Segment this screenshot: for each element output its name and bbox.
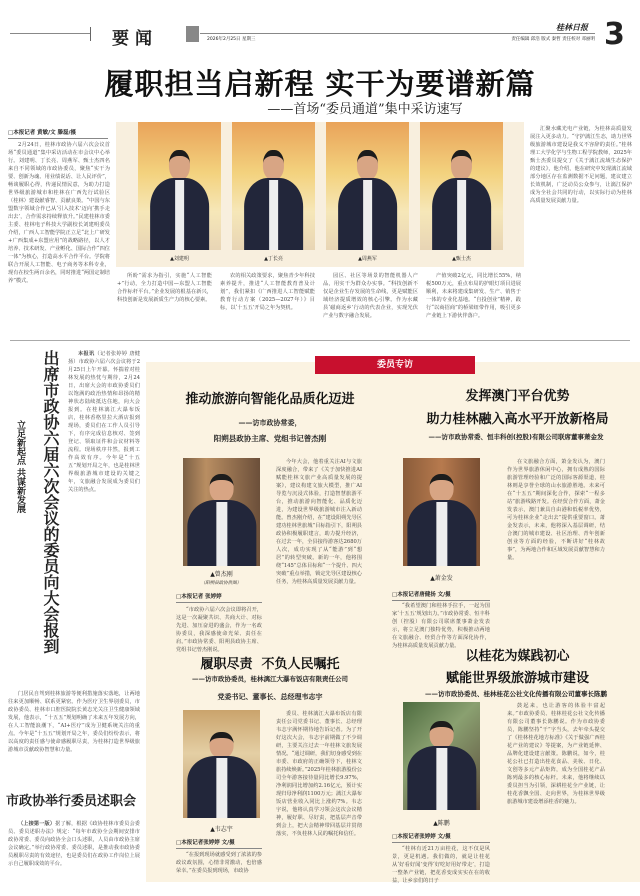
masthead-logo: 桂林日报: [556, 22, 588, 32]
meeting-body: [8, 820, 140, 884]
report-kicker: 立足新起点 共谋新发展: [15, 420, 25, 514]
article-4-title: 以桂花为媒践初心: [465, 649, 570, 664]
article-1-sub: ——访市政协常委，: [238, 419, 302, 427]
article-1-title: 推动旅游向智能化品质化迈进: [185, 392, 355, 407]
report-lead-label: 本报讯: [78, 351, 95, 357]
lead-byline: □本报记者 黄敏/文 滕磊/摄: [8, 128, 108, 139]
article-3-photo: [183, 710, 260, 818]
page-number: 3: [604, 17, 625, 52]
lead-photo: [420, 122, 503, 250]
lead-photo: [138, 122, 221, 250]
meeting-headline: 市政协举行委员述职会: [6, 794, 137, 809]
article-2-body-cont: 在文旅融合方面，萧金发认为，澳门作为世界旅游休闲中心，拥有成熟的国际旅游管理经验和广泛的国际客源渠道，桂林则是享誉全球的山水旅游胜地。未来可在“十五五”期间深化合作，探索“一程多站”旅游线路开发。在经贸合作方面，萧金发表示，澳门兼具自由港和低税率优势，可为桂林企业“走出去”提供重要窗口。萧金发表示，未来，他将深入基层调研，结合澳门的城市建设、社区治理、青年创新创业等方面的经验，不断讲好“桂林故事”，为两地合作和区域发展贡献智慧和力量。: [507, 459, 605, 561]
article-4-body-cont: 鼓起来，也让游客的体验丰富起来。”市政协委员、桂林桂花公社文化传播有限公司董事长陈鹏说。作为市政协委员，陈鹏坚持“干”字当头，去年牵头提交了《桂林桂花地方标准》《关于做强广西桂花产业的建议》等提案，为产业链延伸、品牌化建设建言献策。陈鹏说，如今，桂花公社已打造出桂花食品、美妆、日化、文创等多元产品矩阵，成为全国桂花产品陈列最多的核心标杆。未来，他将继续以委员担当为引领，深耕桂花全产业链，让桂花香飘全国、走向世界，为桂林世界级旅游城市建设增添桂香的魅力。: [507, 703, 605, 805]
article-4-body: “桂林有近21万亩桂花，这不仅是风景，更是机遇。我们做的，就是让桂花从‘好看好闻’变得‘好吃好用好带走’，打造一整条产业链，把花香变成实实在在的收益，让乡亲们的日子: [392, 846, 490, 884]
lead-body-col: 农的相关政策要求，聚焦青少年科技素养提升，推进“人工智能教育普及计划”，我们紧扣《广西推进人工智能赋能教育行动方案（2025—2027年）》目标，以‘十五五’开局之年为契机。: [220, 273, 315, 311]
article-2-title: 发挥澳门平台优势: [465, 389, 570, 404]
header-divider: [90, 27, 91, 41]
lead-photo-caption: ▲刘建明: [170, 256, 189, 262]
lead-subtitle: ——首场“委员通道”集中采访速写: [267, 102, 463, 117]
report-body-cont: 门居民自驾到桂林旅游等便利措施落实落地，让两地往来更加顺畅、联系更紧密。作为医疗卫生界别委员，市政协委员、桂林市口腔医院院长黄志光关注卫生健康领域发展，他表示，“十五五”规划明确了未来五年发展方向，在人工智能浪潮下，“AI+医疗”成为卫健系统关注的重点。今年是“十五五”规划开局之年，委员们纷纷表示，将以高度的责任感与使命感履职尽责，为桂林打造世界级旅游城市贡献政协智慧和力量。: [8, 691, 140, 753]
person-figure: [150, 150, 210, 250]
article-4-sub: ——访市政协委员、桂林桂花公社文化传播有限公司董事长陈鹏: [425, 690, 607, 698]
editor-credits: 责任编辑 邱浩 版式 秦哲 责任校对 邓丽明: [511, 37, 595, 42]
report-headline: 出席市政协六届六次会议的委员向大会报到: [41, 350, 60, 654]
article-3-body: “在报到现场就感受到了浓浓的参政议政氛围，心情非常激动，也倍感荣幸。”在委员报到现场，市政协: [176, 852, 262, 874]
section-divider: [10, 340, 630, 341]
article-3-byline: □本报记者张婷婷 文/摄: [176, 838, 262, 849]
person-figure: [432, 150, 492, 250]
lead-body-col: 园区、社区等场景的智能机器人产品，用实干为群众办实事。“科技创新不仅是企业生存发展的生命线，更是赋能区域经济提质增效的核心引擎。作为水藏县‘磁商返乡’行动的代表企业，实现光伏产业与数字融合发展。: [323, 273, 418, 319]
lead-body-right: 汇聚水藏光电产业链，为桂林高质量发展注入更多动力。“守护漓江生态，助力世界级旅游城市建设是我义不容辞的责任。”桂林理工大学化学与生物工程学院教师，2025年甄士杰委员提交了《关于漓江流域生态保护的建议》，他介绍，他在研究中发现漓江流域部分地区存在监测数据不足问题，建议建立长效机制，广泛动员公众参与，让漓江保护成为全社会共同的行动，以实际行动为桂林高质量发展贡献力量。: [530, 126, 632, 204]
article-2-photo: [403, 458, 480, 566]
lead-photo-caption: ▲丁长亮: [264, 256, 283, 262]
feature-tab: 委员专访: [315, 356, 475, 374]
article-3-title: 履职尽责 不负人民嘱托: [200, 657, 340, 672]
report-text: （记者张婷婷 唐健扬）市政协六届六次会议将于2月25日上午开幕。怀揣着对桂林发展的热忱与期待，2月24日，出席大会的市政协委员们以饱满的政治热情和昂扬的精神状态陆续抵达住地，向大会报到。在桂林漓江大瀑布饭店，桂林香格里拉大酒店报到现场，委员们在工作人员引导下，有序完成信息核对、签到登记、领取证件和会议材料等流程。现场秩序井然，报到工作高效有序。今年是“十五五”规划开局之年，也是桂林世界级旅游城市建设的关键之年，文旅融合发展成为委员们关注的热点。: [68, 351, 140, 493]
article-1-sub2: 阳朔县政协主席、党组书记曾杰刚: [213, 434, 327, 443]
article-1-body-cont: 今年大会，他着重关注AI与文旅深度融合，带来了《关于加快推进AI赋能桂林文旅产业高质量发展的提案》，建议构建文旅大模型，推广AI导览与沉浸式体验，打造智慧旅游平台，推动旅游向智能化、品质化迈进，为建设世界级旅游城市注入新动能。曾杰刚介绍，在“建设阳朔先导区 建功桂林世旅城”目标指引下，阳朔县政协积极履职建言，助力提升经济，在过去一年，全县接待游客达2680万人次，成功实现了从“能游”到“想居”的转型突破。新的一年，他将围绕“145”总体目标和“一个提升、四大突破”重点举措，锁定先导区建设核心任务，为桂林高质量发展贡献力量。: [276, 459, 362, 585]
article-3-sub2: 党委书记、董事长、总经理韦志宇: [217, 693, 323, 701]
lead-photo: [326, 122, 409, 250]
lead-headline: 履职担当启新程 实干为要谱新篇: [104, 67, 536, 101]
lead-photo-caption: ▲周燕军: [358, 256, 377, 262]
article-2-byline: □本报记者唐健扬 文/摄: [392, 590, 490, 601]
article-4-caption: ▲陈鹏: [433, 820, 450, 827]
article-4-title2: 赋能世界级旅游城市建设: [445, 671, 589, 686]
lead-body-left: 2月24日，桂林市政协六届六次会议首场“委员通道”集中采访活动在市会议中心举行。刘建明、丁长亮、周燕军、甄士杰四名来自不同领域的市政协委员，聚焦“实干为要、创新为魂、用业绩说话、让人民评价”，畅谈履职心得，传递民情民意，为助力打造世界级旅游城市和桂林在广西先行试验区（桂林）建设献睿智、贡献良策。“中国与东盟数字领域合作已从‘引入技术’迈向‘携手走出去’，合作需求持续释放升。”民建桂林市委主委、桂林电子科技大学副校长刘建明委员介绍，广西人工智能学院正立足“北上广研发+广西集成+东盟应用”的战略路径，以人才培养、技术研发、产业孵化、国际合作“四位一体”为核心，打造高水平合作平台。学院将联合开展人工智能、电子商务等本科专业，现有在校生两百余名，同时推进“两国定制培养”模式。: [8, 142, 110, 284]
issue-date: 2026年2月25日 星期三: [207, 37, 256, 42]
article-3-sub: ——访市政协委员，桂林漓江大瀑布饭店有限责任公司: [192, 675, 348, 683]
article-4-byline: □本报记者张婷婷 文/摄: [392, 832, 490, 843]
header-block: [186, 26, 199, 42]
report-body: [68, 350, 140, 662]
header-rule-left: [10, 33, 90, 34]
header-rule: [200, 33, 595, 34]
lead-body-col: 所盼”需求为指引，实施“人工智能+”行动，全力打造中国—东盟人工智能合作标杆平台。”企业发展的根基在新兴，科技创新是发展新质生产力的核心要素。: [117, 273, 212, 303]
person-figure: [338, 150, 398, 250]
article-2-sub: ——访市政协常委、恒丰科创(控股)有限公司联席董事萧金发: [428, 433, 604, 441]
article-1-body: “市政协六届六次会议即将召开，这是一次凝聚共识、共商大计、对标先进、加压奋进的盛会，作为一名政协委员，我深感使命光荣、责任在肩。”市政协常委、阳朔县政协主席、党组书记曾杰刚说。: [176, 607, 262, 653]
article-1-byline: □本报记者 张婷婷: [176, 592, 262, 603]
article-2-body: “我希望澳门和桂林手拉手，一起为国家‘十五五’规划出力。”市政协常委、恒丰科创（控股）有限公司联席董事萧金发表示，将立足澳门独特优势，积极推动两地在文旅融合、经贸合作等方面深化协作，为桂林高质量发展贡献力量。: [392, 603, 490, 649]
lead-body-col: 产值突破2亿元，同比增长55%，纳税500万元，重点布局的护眼灯项目进展顺利，未来将建成集研发、生产、销售于一体的专业化基地。“自投创业”精神，践行“以商招商”的桥梁纽带作用，吸引更多产业链上下游伙伴落户。: [426, 273, 521, 319]
person-figure: [244, 150, 304, 250]
article-2-title2: 助力桂林融入高水平开放新格局: [426, 412, 609, 427]
article-1-caption: ▲曾杰刚: [210, 571, 233, 578]
lead-photo-caption: ▲甄士杰: [452, 256, 471, 262]
article-1-photo: [183, 458, 260, 566]
meeting-text: 据了解，根据《政协桂林市委员会委员、委员述职办法》规定：“每年市政协全会期间安排市政协常委、委员向政协全会口头述职，人员由市政协主席会议确定。”举行政协常委、委员述职，是推动我市政协委员履职尽责的有效途径，也是委员们在政协工作岗位上展示自己履职成效的平台。: [8, 821, 140, 867]
article-4-photo: [403, 702, 480, 810]
section-title: 要闻: [112, 29, 158, 49]
article-3-body-cont: 委员、桂林漓江大瀑布饭店有限责任公司党委书记、董事长、总经理韦志宇满怀期待地告诉记者。为了开好这次大会，韦志宇前期做了不少调研，主要关注过去一年桂林文旅发展情况。“通过调研，我们切身感受到在市委、市政府的正确领导下，桂林文旅持续焕新。”2025年桂林旅游股份公司全年游客接待量同比增长9.97%，净利润同比增加约2.16亿元，预计实现归母净利润1100万元；漓江大瀑布饭店营业收入同比上涨约7%。韦志宇说，他将认真学习领会这次会议精神，履好职、尽好责，把基层声音带到会上，把大会精神带回基层并贯彻落实，不负桂林人民的嘱托和信任。: [276, 711, 362, 837]
lead-photo: [232, 122, 315, 250]
article-3-caption: ▲韦志宇: [210, 826, 233, 833]
article-2-caption: ▲萧金发: [430, 575, 453, 582]
meeting-lead: （上接第一版）: [18, 821, 56, 827]
article-1-credit: （阳朔县政协供图）: [200, 581, 242, 586]
